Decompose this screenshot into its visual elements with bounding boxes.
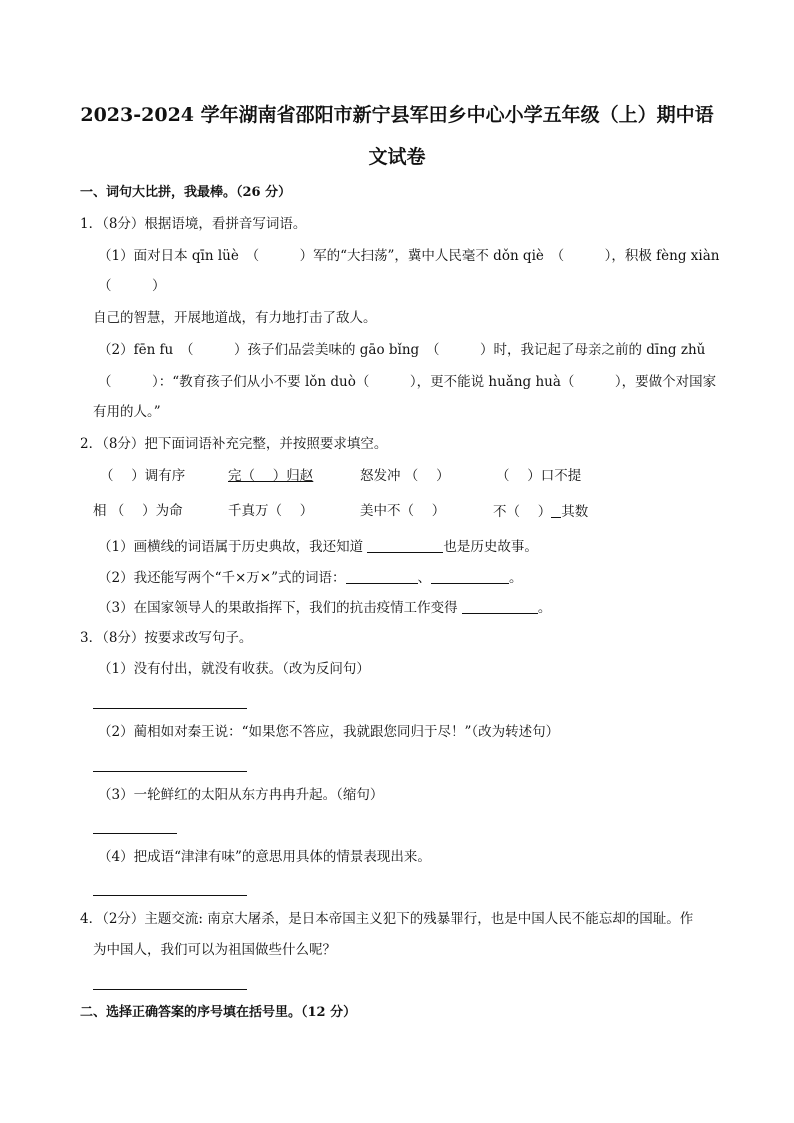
q1-part1-line1: （1）面对日本 qīn lüè （ ）军的“大扫荡”，冀中人民毫不 dǒn qiè （ ），积极 fèng xiàn [98, 248, 720, 264]
q1-stem: 1．（8分）根据语境，看拼音写词语。 [80, 216, 307, 232]
q3-sub-3: （3）一轮鲜红的太阳从东方冉冉升起。（缩句） [98, 787, 384, 803]
q2-sub-3 [98, 601, 551, 616]
exam-title-line-1: 2023-2024 学年湖南省邵阳市新宁县军田乡中心小学五年级（上）期中语 [80, 104, 714, 126]
q2-stem: 2．（8分）把下面词语补充完整，并按照要求填空。 [80, 436, 388, 452]
q2-sub-3-end: 。 [537, 600, 552, 616]
idiom-6: 千真万（ ） [228, 503, 314, 519]
idiom-5: 相 （ ）为命 [93, 503, 183, 519]
q2-sub-2-blank-1[interactable] [346, 571, 418, 584]
q2-sub-1-text: （1）画横线的词语属于历史典故，我还知道 [98, 539, 364, 555]
q2-sub-2-text: （2）我还能写两个“千×万×”式的词语： [98, 570, 346, 586]
q2-sub-2 [98, 571, 523, 586]
q4-line-2: 为中国人，我们可以为祖国做些什么呢？ [93, 942, 336, 958]
q2-sub-1-blank[interactable] [367, 540, 443, 553]
idiom-1: （ ）调有序 [100, 468, 186, 484]
idiom-8-blank[interactable] [551, 505, 561, 518]
q2-sub-3-blank[interactable] [462, 601, 538, 614]
q1-part1-line2: （ ） [98, 278, 166, 294]
idiom-4: （ ）口不提 [496, 468, 582, 484]
q1-part2-line2: （ ）：“教育孩子们从小不要 lǒn duò（ ），更不能说 huǎng huà（ ），要做个对国家 [98, 374, 717, 390]
q1-part1-line3: 自己的智慧，开展地道战，有力地打击了敌人。 [93, 310, 377, 326]
idiom-2-underlined: 完（ ）归赵 [228, 468, 314, 484]
q2-idiom-row-2 [0, 505, 794, 521]
idiom-8-tail: 其数 [561, 504, 589, 520]
q2-sub-2-end: 。 [509, 570, 523, 586]
q4-answer-line[interactable] [93, 989, 247, 990]
section-2-heading: 二、选择正确答案的序号填在括号里。（12 分） [80, 1005, 357, 1020]
q2-sub-2-blank-2[interactable] [431, 571, 509, 584]
q3-answer-line-1[interactable] [93, 708, 247, 709]
idiom-7: 美中不（ ） [360, 503, 446, 519]
q2-sub-2-sep: 、 [417, 570, 432, 586]
q3-sub-1: （1）没有付出，就没有收获。（改为反问句） [98, 661, 370, 677]
idiom-8-head: 不（ ） [493, 504, 552, 520]
q2-sub-1-tail: 也是历史故事。 [443, 539, 538, 555]
q3-sub-4: （4）把成语“津津有味”的意思用具体的情景表现出来。 [98, 849, 431, 865]
q1-part2-line3: 有用的人。” [93, 404, 161, 420]
q3-answer-line-4[interactable] [93, 895, 247, 896]
q2-sub-3-text: （3）在国家领导人的果敢指挥下，我们的抗击疫情工作变得 [98, 600, 458, 616]
idiom-3: 怒发冲 （ ） [360, 468, 450, 484]
q4-line-1: 4．（2分）主题交流: 南京大屠杀，是日本帝国主义犯下的残暴罪行，也是中国人民不能忘却的国耻。作 [80, 911, 694, 927]
q2-sub-1 [98, 540, 538, 555]
q1-part2-line1: （2）fēn fu （ ）孩子们品尝美味的 gāo bǐng （ ）时，我记起了母亲之前的 dīng zhǔ [98, 342, 706, 358]
q2-idiom-row-1 [0, 470, 794, 486]
idiom-8 [493, 505, 588, 520]
q3-answer-line-2[interactable] [93, 771, 247, 772]
q3-answer-line-3[interactable] [93, 833, 177, 834]
q3-stem: 3．（8分）按要求改写句子。 [80, 630, 253, 646]
section-1-heading: 一、词句大比拼，我最棒。（26 分） [80, 185, 292, 200]
q3-sub-2: （2）蔺相如对秦王说：“如果您不答应，我就跟您同归于尽！”（改为转述句） [98, 724, 560, 740]
exam-title-line-2: 文试卷 [368, 146, 426, 168]
